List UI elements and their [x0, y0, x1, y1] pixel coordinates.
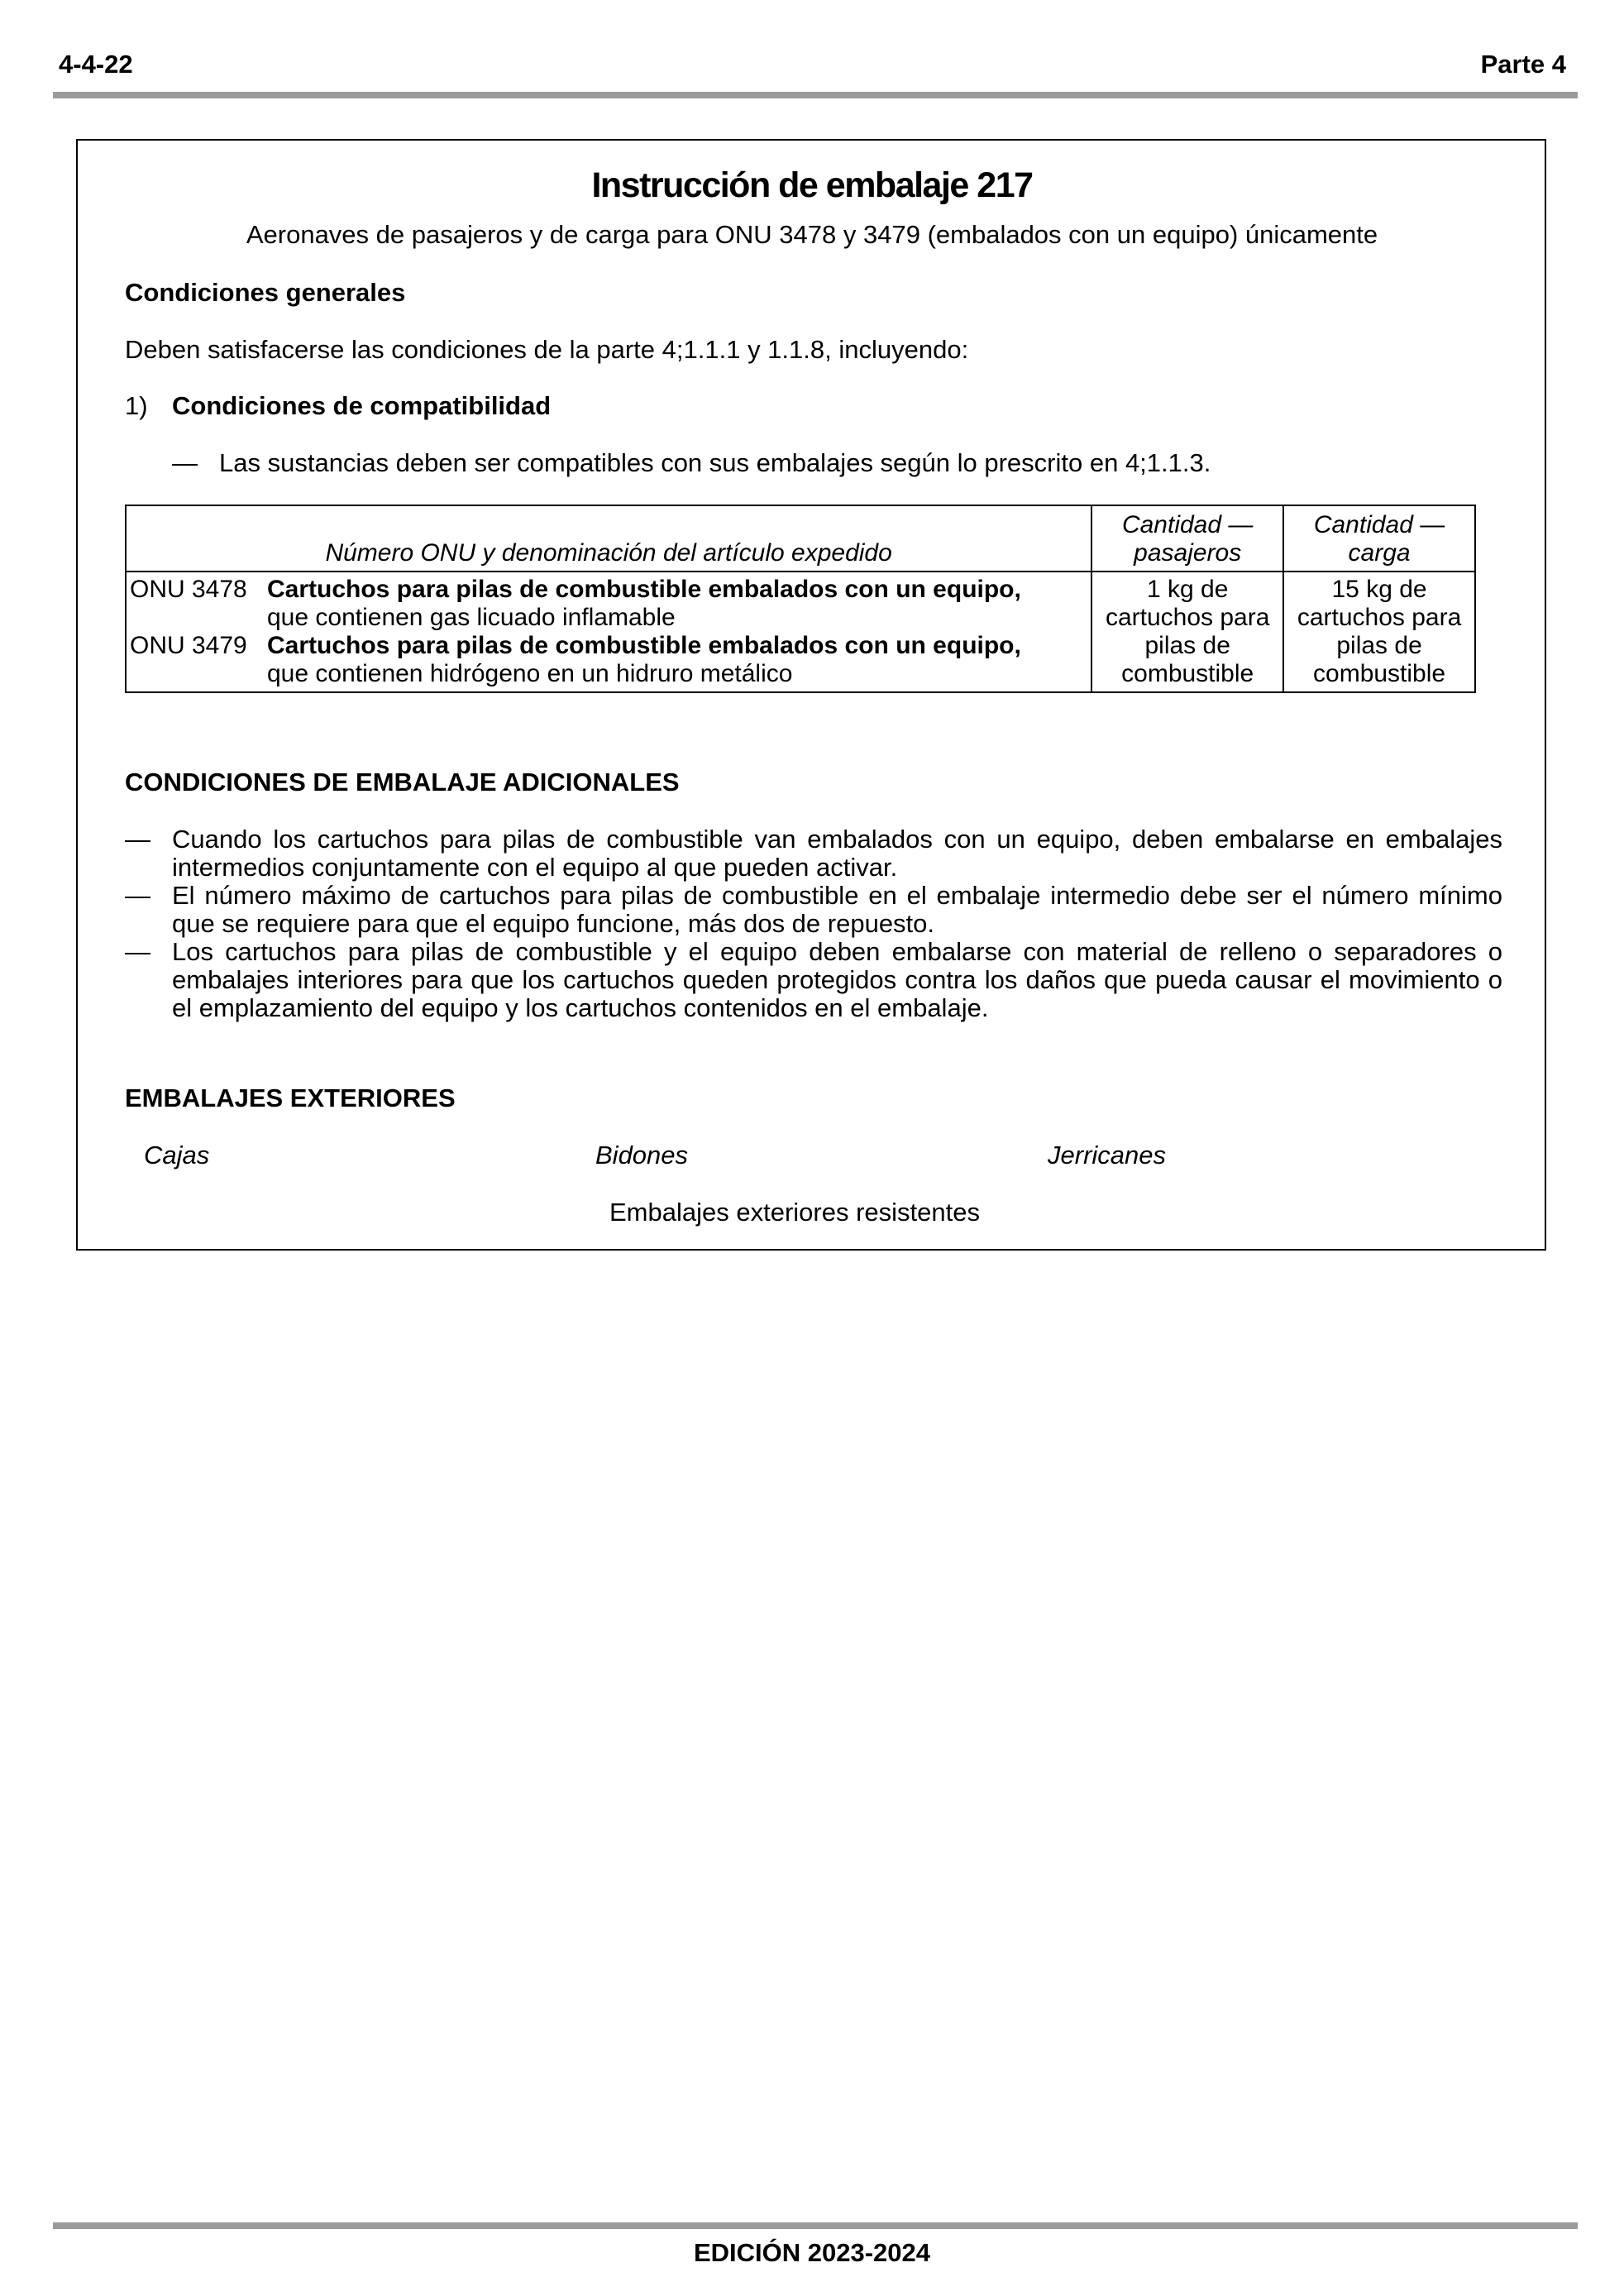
- additional-conditions-list: [125, 825, 1502, 1022]
- compatibility-heading: Condiciones de compatibilidad: [172, 391, 552, 420]
- header-cargo-qty: Cantidad — carga: [1283, 505, 1475, 572]
- footer-rule: [53, 2222, 1578, 2229]
- un-entries-cell: [126, 572, 1091, 692]
- part-label: Parte 4: [1480, 50, 1566, 79]
- compatibility-text: Las sustancias deben ser compatibles con sus embalajes según lo prescrito en 4;1.1.3.: [219, 448, 1211, 477]
- additional-conditions-heading: CONDICIONES DE EMBALAJE ADICIONALES: [125, 768, 680, 796]
- instruction-subtitle: Aeronaves de pasajeros y de carga para ONU 3478 y 3479 (embalados con un equipo) únicamente: [246, 220, 1378, 249]
- outer-packagings-heading: EMBALAJES EXTERIORES: [125, 1083, 456, 1112]
- outer-col-boxes: Cajas: [144, 1141, 210, 1170]
- outer-col-jerricans: Jerricanes: [1048, 1141, 1166, 1170]
- compatibility-dash: —: [172, 448, 198, 477]
- instruction-title: Instrucción de embalaje 217: [591, 165, 1033, 205]
- passenger-quantity-cell: 1 kg de cartuchos para pilas de combustible: [1091, 572, 1283, 692]
- page-number: 4-4-22: [59, 50, 133, 79]
- item-number: 1): [125, 391, 148, 420]
- table-header-row: [126, 505, 1475, 572]
- header-un-name: Número ONU y denominación del artículo expedido: [126, 505, 1091, 572]
- header-passenger-qty: Cantidad — pasajeros: [1091, 505, 1283, 572]
- table-row: [126, 572, 1475, 692]
- outer-packagings-note: Embalajes exteriores resistentes: [609, 1198, 980, 1227]
- list-item: — Los cartuchos para pilas de combustible y el equipo deben embalarse con material de relleno o separadores o embalajes interiores para que los cartuchos queden protegidos contra los daños que pueda causar el movimiento o el emplazamiento del equipo y los cartuchos contenidos en el embalaje.: [125, 937, 1502, 1022]
- outer-col-drums: Bidones: [595, 1141, 689, 1170]
- quantity-table: [125, 505, 1476, 693]
- list-item: — El número máximo de cartuchos para pilas de combustible en el embalaje intermedio debe ser el número mínimo que se requiere para que el equipo funcione, más dos de repuesto.: [125, 881, 1502, 938]
- general-conditions-intro: Deben satisfacerse las condiciones de la parte 4;1.1.1 y 1.1.8, incluyendo:: [125, 335, 969, 364]
- list-item: — Cuando los cartuchos para pilas de combustible van embalados con un equipo, deben embalarse en embalajes intermedios conjuntamente con el equipo al que pueden activar.: [125, 825, 1502, 882]
- general-conditions-heading: Condiciones generales: [125, 278, 406, 307]
- list-item: ONU 3479 Cartuchos para pilas de combustible embalados con un equipo, que contienen hidrógeno en un hidruro metálico: [130, 632, 1021, 687]
- cargo-quantity-cell: 15 kg de cartuchos para pilas de combustible: [1283, 572, 1475, 692]
- header-rule: [53, 92, 1578, 98]
- edition-footer: EDICIÓN 2023-2024: [693, 2238, 931, 2267]
- list-item: ONU 3478 Cartuchos para pilas de combustible embalados con un equipo, que contienen gas licuado inflamable: [130, 576, 1021, 631]
